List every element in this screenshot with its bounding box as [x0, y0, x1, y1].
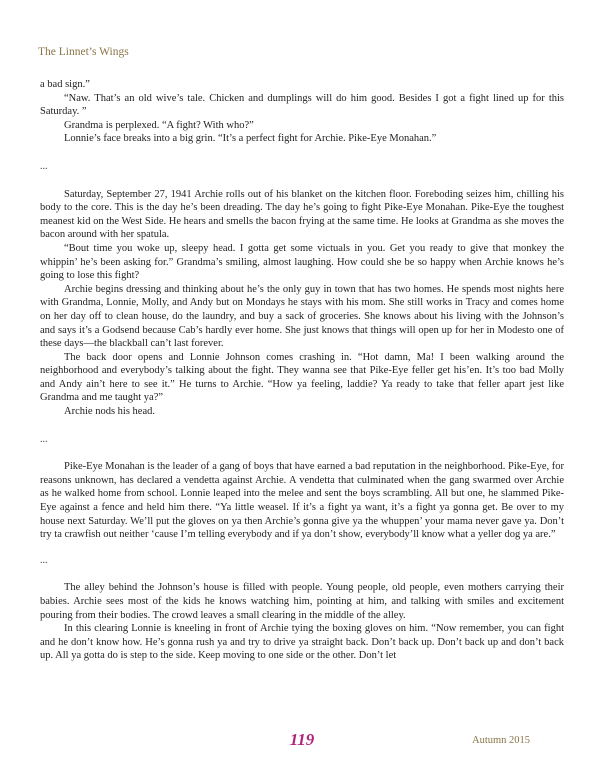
section-separator: ... [40, 433, 48, 445]
paragraph: Saturday, September 27, 1941 Archie rolls out of his blanket on the kitchen floor. Foreboding seizes him, chilling his body to the core. This is the day he’s been dreading. The day he’s going to fight Pike-Eye Monahan. Pike-Eye the toughest meanest kid on the West Side. He hears and smells the bacon frying at the same time. He looks at Grandma as she moves the bacon around with her spatula. [40, 188, 564, 241]
section-separator: ... [40, 554, 48, 566]
body-text [40, 78, 564, 663]
paragraph: The alley behind the Johnson’s house is filled with people. Young people, old people, even mothers carrying their babies. Archie sees most of the kids he knows watching him, pointing at him, and talking with smiles and excitement pouring from their bodies. The crowd leaves a small clearing in the middle of the alley. [40, 582, 564, 621]
paragraph: In this clearing Lonnie is kneeling in front of Archie tying the boxing gloves on him. “Now remember, you can fight and he don’t know how. He’s gonna rush ya and try to drive ya straight back. Don’t back up. Don’t back up and don’t back up. All ya gotta do is step to the side. Keep moving to one side or the other. Don’t let [40, 623, 564, 662]
running-header: The Linnet’s Wings [38, 46, 129, 58]
paragraph: a bad sign.” [40, 79, 90, 90]
paragraph: “Naw. That’s an old wive’s tale. Chicken and dumplings will do him good. Besides I got a fight lined up for this Saturday. ” [40, 92, 564, 118]
paragraph: “Bout time you woke up, sleepy head. I gotta get some victuals in you. Get you ready to give that monkey the whippin’ he’s been asking for.” Grandma’s smiling, almost laughing. How could she be so happy when Archie knows he’s going to lose this fight? [40, 242, 564, 282]
paragraph: Pike-Eye Monahan is the leader of a gang of boys that have earned a bad reputation in the neighborhood. Pike-Eye, for reasons unknown, has declared a vendetta against Archie. A vendetta that culminated when the gang swarmed over Archie as he walked home from school. Lonnie leaped into the melee and sent the boys scrambling. All but one, he slammed Pike-Eye against a fence and held him there. “Ya little weasel. If it’s a fight ya want, it’s a fight ya gonna get. Be over to my house next Saturday. We’ll put the gloves on ya then Archie’s gonna give ya the whuppen’ your mama never gave ya. Don’t try ta crawfish out neither ‘cause I’m telling everybody and if ya don’t show, everybody’ll know what a yeller dog ya are.” [40, 461, 564, 541]
paragraph: Lonnie’s face breaks into a big grin. “It’s a perfect fight for Archie. Pike-Eye Monahan.” [64, 133, 437, 145]
paragraph: Archie nods his head. [64, 406, 155, 418]
page-number: 119 [289, 730, 315, 749]
paragraph: Archie begins dressing and thinking about he’s the only guy in town that has two homes. He spends most nights here with Grandma, Lonnie, Molly, and Andy but on Mondays he stays with his mom. She still works in Tracy and comes home on her day off to clean house, do the laundry, and buy a sack of groceries. She knows about his living with the Johnson’s and says it’s a Godsend because Cab’s hardly ever home. She just knows that things will open up for her in Modesto one of these days—the blackball can’t last forever. [40, 283, 564, 350]
paragraph: Grandma is perplexed. “A fight? With who?” [64, 119, 254, 131]
section-separator: ... [40, 160, 48, 172]
issue-season: Autumn 2015 [472, 735, 531, 746]
paragraph: The back door opens and Lonnie Johnson comes crashing in. “Hot damn, Ma! I been walking around the neighborhood and everybody’s talking about the fight. They wanna see that Pike-Eye feller get his’en. It’s too bad Molly and Andy ain’t here to see it.” He turns to Archie. “How ya feeling, laddie? Ya ready to take that feller apart jest like Grandma and me taught ya?” [40, 351, 564, 404]
